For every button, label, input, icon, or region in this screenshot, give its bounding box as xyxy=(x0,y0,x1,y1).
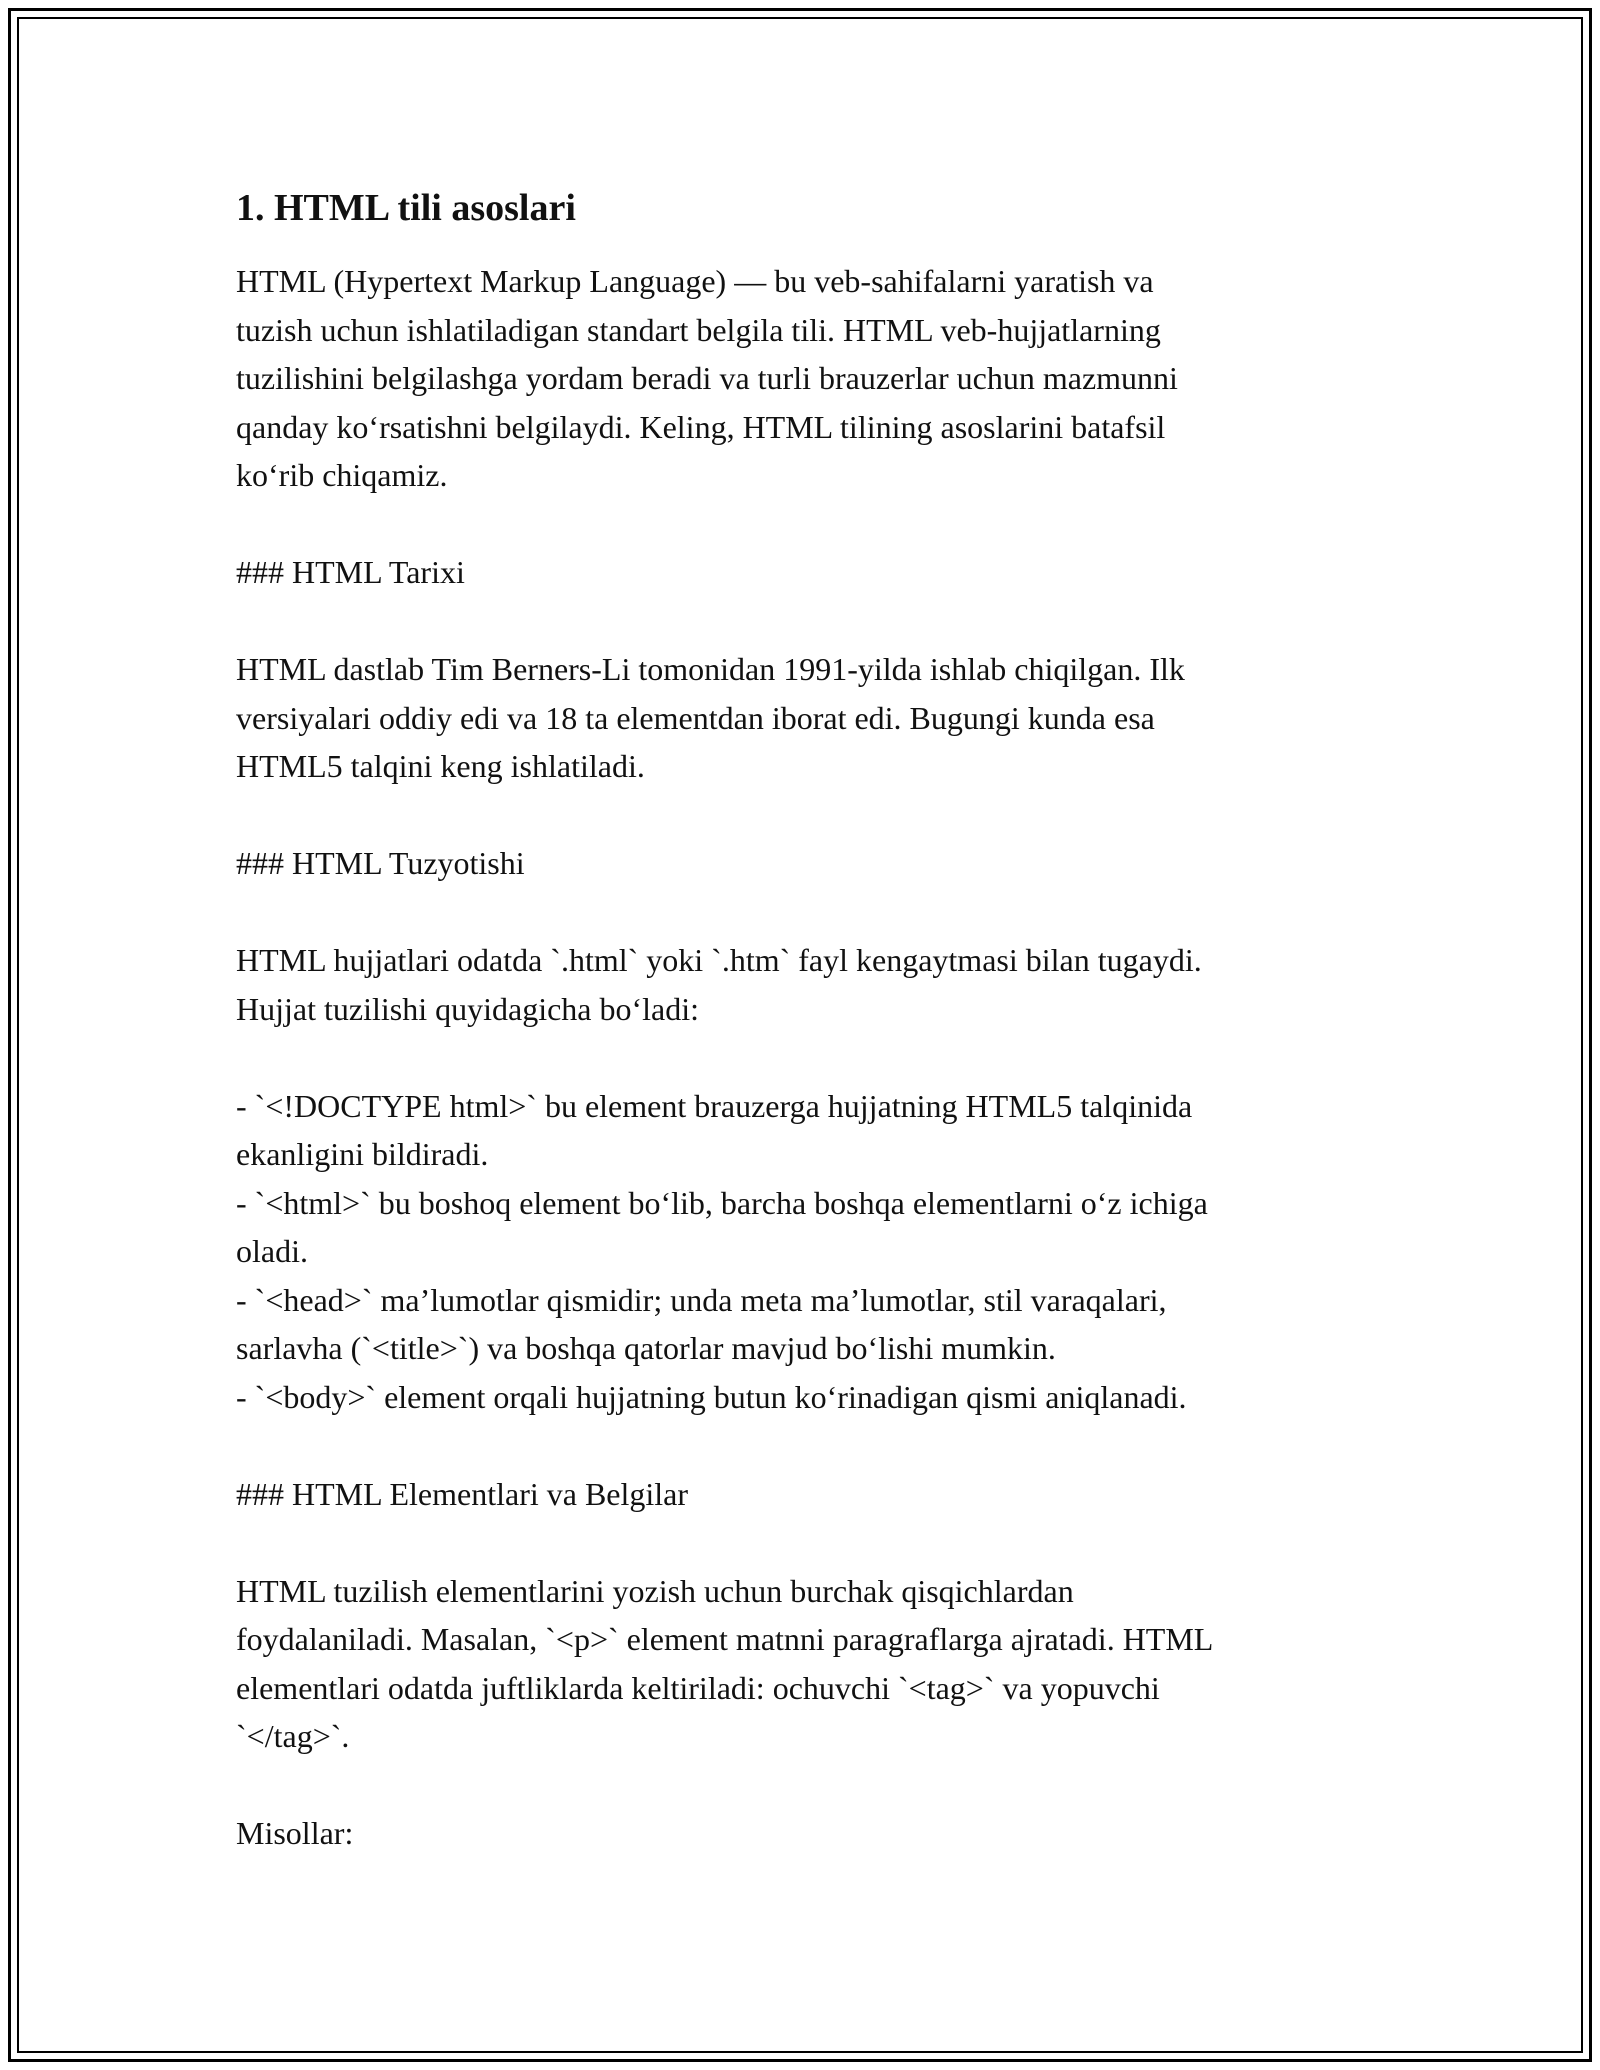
text-line: foydalaniladi. Masalan, `<p>` element matnni paragraflarga ajratadi. HTML xyxy=(236,1621,1214,1657)
elementlari-paragraph xyxy=(236,1567,1366,1761)
text-line: tuzish uchun ishlatiladigan standart belgila tili. HTML veb-hujjatlarning xyxy=(236,311,1161,348)
list-item: - `<head>` ma’lumotlar qismidir; unda meta ma’lumotlar, stil varaqalari, xyxy=(236,1281,1167,1318)
text-line: koʻrib chiqamiz. xyxy=(236,457,448,493)
text-line: elementlari odatda juftliklarda keltiriladi: ochuvchi `<tag>` va yopuvchi xyxy=(236,1669,1160,1706)
section-heading-elementlari: ### HTML Elementlari va Belgilar xyxy=(236,1475,689,1512)
text-line: HTML (Hypertext Markup Language) — bu veb-sahifalarni yaratish va xyxy=(236,263,1154,299)
section-heading-tuzyotishi: ### HTML Tuzyotishi xyxy=(236,845,525,881)
text-line: HTML5 talqini keng ishlatiladi. xyxy=(236,748,645,784)
text-line: Hujjat tuzilishi quyidagicha boʻladi: xyxy=(236,990,700,1027)
list-item: oladi. xyxy=(236,1233,308,1269)
intro-paragraph xyxy=(236,257,1366,500)
list-item: - `<html>` bu boshoq element boʻlib, barcha boshqa elementlarni oʻz ichiga xyxy=(236,1184,1208,1221)
examples-label: Misollar: xyxy=(236,1815,354,1851)
text-line: versiyalari oddiy edi va 18 ta elementdan iborat edi. Bugungi kunda esa xyxy=(236,699,1155,736)
text-line: `</tag>`. xyxy=(236,1718,350,1754)
list-item: sarlavha (`<title>`) va boshqa qatorlar mavjud boʻlishi mumkin. xyxy=(236,1330,1056,1366)
text-line: tuzilishini belgilashga yordam beradi va turli brauzerlar uchun mazmunni xyxy=(236,360,1178,396)
list-item: - `<!DOCTYPE html>` bu element brauzerga hujjatning HTML5 talqinida xyxy=(236,1087,1193,1124)
list-item: - `<body>` element orqali hujjatning butun koʻrinadigan qismi aniqlanadi. xyxy=(236,1378,1187,1415)
list-item: ekanligini bildiradi. xyxy=(236,1136,489,1172)
tarixi-paragraph xyxy=(236,645,1366,791)
text-line: HTML tuzilish elementlarini yozish uchun burchak qisqichlardan xyxy=(236,1572,1074,1609)
text-line: HTML hujjatlari odatda `.html` yoki `.htm` fayl kengaytmasi bilan tugaydi. xyxy=(236,942,1202,978)
section-heading-tarixi: ### HTML Tarixi xyxy=(236,554,465,590)
document-body xyxy=(236,185,1366,1858)
tuzyotishi-paragraph xyxy=(236,936,1366,1033)
text-line: HTML dastlab Tim Berners-Li tomonidan 1991-yilda ishlab chiqilgan. Ilk xyxy=(236,651,1185,687)
document-title: 1. HTML tili asoslari xyxy=(236,187,576,229)
text-line: qanday koʻrsatishni belgilaydi. Keling, HTML tilining asoslarini batafsil xyxy=(236,408,1166,445)
structure-list xyxy=(236,1082,1366,1422)
